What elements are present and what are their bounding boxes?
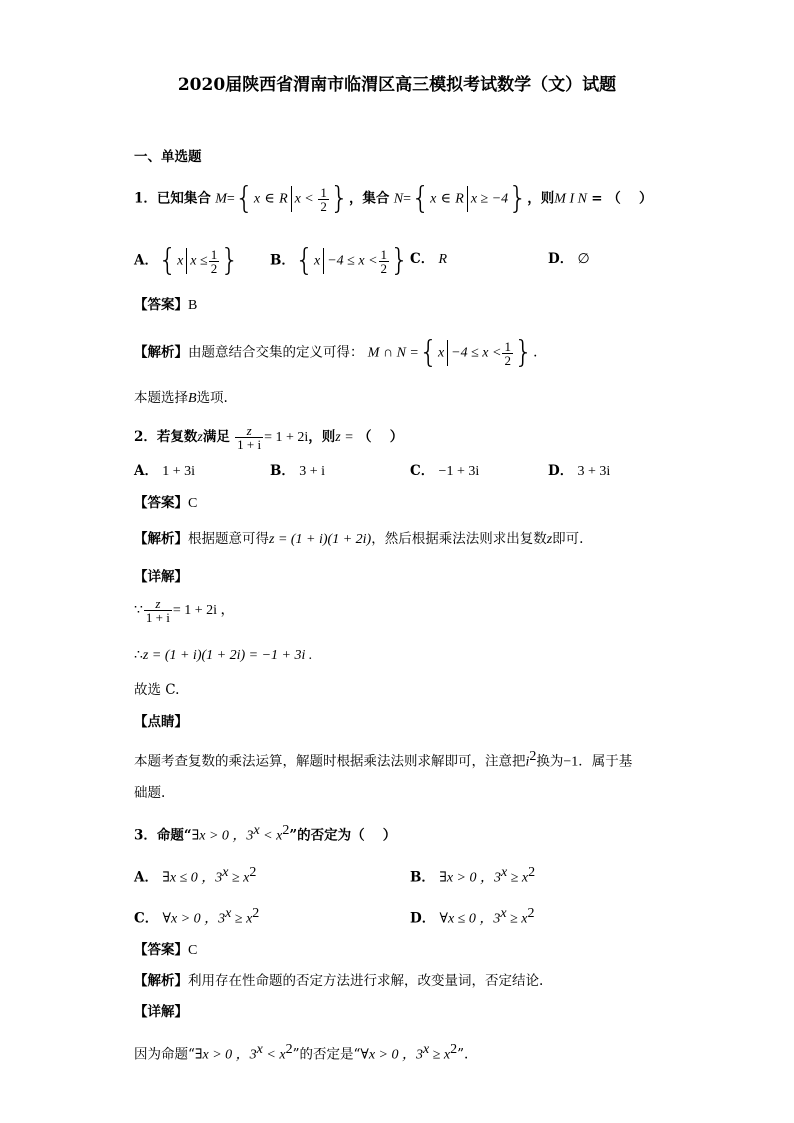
q1-option-b: B．{x −4 ≤ x < $\frac{1}{2}$ } bbox=[270, 243, 410, 278]
q3-detail-tag: 【详解】 bbox=[134, 1004, 188, 1020]
q3-option-d: D． ∀x ≤ 0 ，$3^x \ge x^2$ bbox=[410, 906, 535, 927]
q1-options: A．{x x ≤ $\frac{1}{2}$ } bbox=[134, 243, 240, 278]
q1-paren: = （ ） bbox=[591, 190, 653, 207]
q1-set-m: M bbox=[215, 191, 227, 207]
q1-option-d bbox=[548, 248, 590, 271]
q3-option-b: B． ∃x > 0 ，$3^x \ge x^2$ bbox=[410, 865, 536, 886]
question-1: 1．已知集合 M={x ∈ R x < $\frac{1}{2}$ }，集合 N={x ∈ R x ≥ −4}，则M I N = （ ） bbox=[134, 181, 653, 216]
answer-value: B bbox=[188, 298, 198, 313]
q2-point-2: 础题. bbox=[134, 785, 166, 801]
left-brace: { bbox=[410, 181, 431, 216]
set-bar bbox=[323, 248, 324, 274]
page-title: 2020届陕西省渭南市临渭区高三模拟考试数学（文）试题 bbox=[177, 75, 617, 95]
q1-var: x bbox=[253, 191, 261, 207]
fraction-half: $\frac{1}{2}$ bbox=[320, 184, 327, 214]
explanation-text: 由题意结合交集的定义可得： bbox=[188, 344, 364, 361]
set-bar bbox=[447, 340, 448, 366]
q2-option-a: A． 1 + 3i bbox=[134, 463, 196, 479]
option-b-label: B． bbox=[270, 252, 295, 269]
q1-text2: ，集合 bbox=[348, 190, 390, 207]
question-3: 3．命题“∃x > 0 ，$3^x < x^2$”的否定为（ ） bbox=[134, 823, 397, 844]
q2-choose: 故选 C. bbox=[134, 682, 180, 698]
left-brace: { bbox=[234, 181, 254, 216]
option-d-label: D． bbox=[548, 251, 574, 267]
option-b-body: −4 ≤ x < bbox=[327, 253, 378, 269]
section-heading: 一、单选题 bbox=[134, 149, 202, 165]
option-c-body: R bbox=[438, 252, 448, 267]
q2-point-1: 本题考查复数的乘法运算，解题时根据乘法法则求解即可，注意把$i^2$换为−1．属于基 bbox=[134, 749, 633, 770]
option-c-label: C． bbox=[410, 251, 435, 267]
q1-answer bbox=[134, 294, 197, 317]
q1-text: 已知集合 bbox=[156, 190, 211, 207]
explanation-math: M ∩ N = bbox=[367, 345, 419, 361]
q1-eq: = bbox=[226, 191, 235, 207]
q3-detail-1: 因为命题“∃x > 0 ，$3^x < x^2$”的否定是“∀x > 0 ，$3^x \ge x^2$”. bbox=[134, 1042, 469, 1063]
fraction-z: $\frac{z}{1 + i}$ bbox=[237, 423, 262, 452]
q2-option-d: D． 3 + 3i bbox=[548, 463, 611, 479]
q1-explanation: 【解析】由题意结合交集的定义可得： M ∩ N ={x −4 ≤ x < $\frac{1}{2}$ }. bbox=[134, 335, 538, 370]
option-a-body: x ≤ bbox=[190, 253, 208, 269]
q3-answer: 【答案】C bbox=[134, 942, 198, 958]
set-bar bbox=[186, 248, 187, 274]
q2-option-c: C． −1 + 3i bbox=[410, 463, 480, 479]
q1-set-n: N bbox=[393, 191, 404, 207]
q2-detail-tag: 【详解】 bbox=[134, 569, 188, 585]
set-bar bbox=[291, 186, 292, 212]
q2-point-tag: 【点睛】 bbox=[134, 714, 188, 730]
answer-tag: 【答案】 bbox=[134, 297, 188, 313]
right-brace: } bbox=[329, 181, 349, 216]
q2-answer: 【答案】C bbox=[134, 495, 198, 511]
q1-in: ∈ bbox=[264, 191, 275, 207]
q1-option-c bbox=[410, 248, 447, 271]
q1-number: 1． bbox=[134, 190, 157, 207]
question-2: 2．若复数z满足 $\frac{z}{1 + i}$ = 1 + 2i，则z = （ ） bbox=[134, 423, 404, 452]
right-brace: } bbox=[508, 181, 528, 216]
q2-detail-2: ∴z = (1 + i)(1 + 2i) = −1 + 3i . bbox=[134, 648, 313, 663]
q3-explanation: 【解析】利用存在性命题的否定方法进行求解，改变量词，否定结论. bbox=[134, 973, 544, 989]
set-bar bbox=[467, 186, 468, 212]
q2-explanation: 【解析】根据题意可得z = (1 + i)(1 + 2i)，然后根据乘法法则求出复数z即可. bbox=[134, 531, 584, 547]
q1-text3: ，则 bbox=[527, 190, 555, 207]
q1-note: 本题选择B选项. bbox=[134, 390, 228, 406]
q1-geq: x ≥ −4 bbox=[470, 191, 509, 207]
q2-option-b: B． 3 + i bbox=[270, 463, 326, 479]
q1-mn: M I N bbox=[554, 191, 587, 207]
option-a-label: A． bbox=[134, 252, 158, 269]
q1-lt: < bbox=[305, 191, 314, 207]
q2-text: 若复数 bbox=[156, 429, 198, 445]
q1-r: R bbox=[279, 191, 288, 207]
q3-option-a: A． ∃x ≤ 0 ，$3^x \ge x^2$ bbox=[134, 865, 257, 886]
q2-detail-1: ∵ $\frac{z}{1 + i}$ = 1 + 2i ， bbox=[134, 596, 235, 625]
explanation-tag: 【解析】 bbox=[134, 344, 188, 361]
q2-number: 2． bbox=[134, 429, 157, 445]
option-d-body: ∅ bbox=[577, 252, 590, 267]
q3-option-c: C． ∀x > 0 ，$3^x \ge x^2$ bbox=[134, 906, 260, 927]
